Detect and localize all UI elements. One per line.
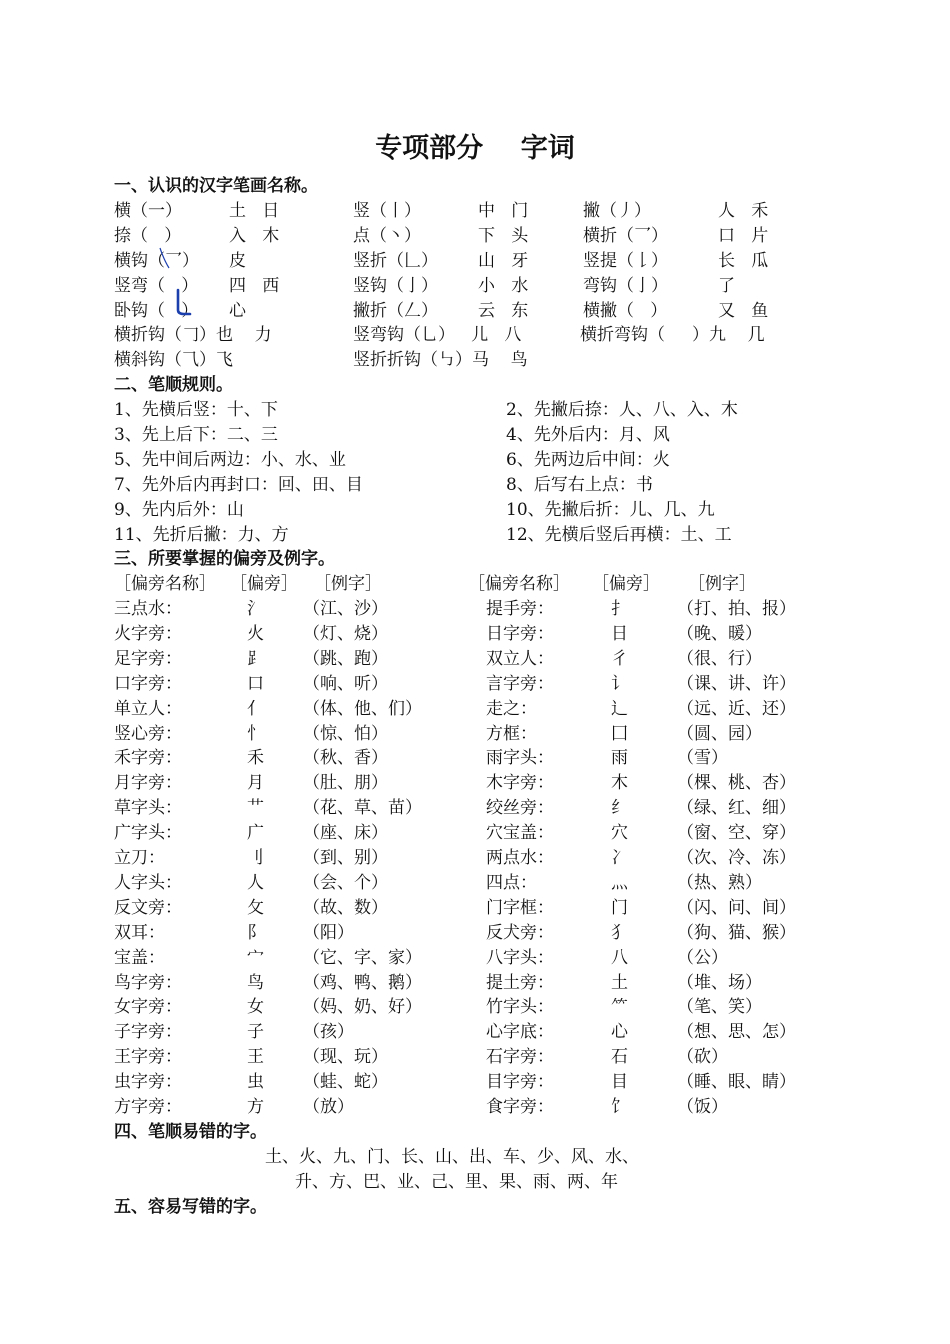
example-chars: 人 禾 [718, 201, 769, 221]
radical: 犭 [611, 922, 628, 943]
example-chars: 中 门 [478, 201, 529, 221]
radical-name: 提土旁： [486, 972, 554, 993]
radical: 火 [247, 623, 264, 644]
stroke-name: 横钩（乛） [114, 250, 199, 271]
example-chars: （鸡、鸭、鹅） [303, 972, 422, 993]
radical: 人 [247, 872, 264, 893]
error-prone-line-1: 土、火、九、门、长、山、出、车、少、风、水、 [265, 1147, 639, 1167]
radical: 囗 [611, 723, 628, 744]
stroke-name: 撇（丿） [583, 201, 651, 221]
section-5-heading: 五、容易写错的字。 [114, 1197, 267, 1217]
example-chars: 山 牙 [478, 250, 529, 271]
example-chars: （座、床） [303, 823, 388, 844]
radical-name: 反犬旁： [486, 922, 554, 943]
radical-name: 禾字旁： [114, 748, 182, 769]
radical: 心 [611, 1022, 628, 1043]
radical: 日 [611, 623, 628, 644]
radical-name: 两点水： [486, 848, 554, 868]
radical: 雨 [611, 748, 628, 769]
radical-name: 穴宝盖： [486, 823, 554, 844]
stroke-name: 竖弯（ ） [114, 275, 199, 296]
stroke-rule: 3、先上后下：二、三 [114, 424, 278, 445]
radical-name: 目字旁： [486, 1072, 554, 1093]
example-chars: （堆、场） [677, 972, 762, 993]
example-chars: （课、讲、许） [677, 673, 796, 694]
stroke-rule: 5、先中间后两边：小、水、业 [114, 449, 346, 470]
radical-name: 虫字旁： [114, 1072, 182, 1093]
radical-name: 口字旁： [114, 673, 182, 694]
example-chars: （体、他、们） [303, 698, 422, 719]
radical-name: 绞丝旁： [486, 798, 554, 819]
stroke-name: 捺（ ） [114, 225, 182, 246]
example-chars: 入 木 [229, 225, 280, 246]
stroke-name: 竖（丨） [353, 201, 421, 221]
stroke-name: 撇折（𠃋） [353, 300, 438, 321]
radical-name: 雨字头： [486, 748, 554, 769]
radical-name: 草字头： [114, 798, 182, 819]
radical-name: 提手旁： [486, 599, 554, 619]
example-chars: （棵、桃、杏） [677, 773, 796, 794]
example-chars: （江、沙） [303, 599, 388, 619]
radical-name: 三点水： [114, 599, 182, 619]
radical: 灬 [611, 872, 628, 893]
example-chars: （很、行） [677, 648, 762, 669]
radical: 方 [247, 1097, 264, 1117]
table-header-cell: ［例字］ [314, 574, 382, 594]
ink-stroke-gou [178, 290, 190, 314]
example-chars: （打、拍、报） [677, 599, 796, 619]
radical-name: 人字头： [114, 872, 182, 893]
radical: 木 [611, 773, 628, 794]
radical: 石 [611, 1047, 628, 1068]
example-chars: （灯、烧） [303, 623, 388, 644]
radical: 刂 [247, 848, 264, 868]
example-chars: （现、玩） [303, 1047, 388, 1068]
stroke-row-7-a: 横斜钩（⺄）飞 [114, 350, 233, 370]
radical-name: 方框： [486, 723, 537, 744]
radical-name: 单立人： [114, 698, 182, 719]
example-chars: 下 头 [478, 225, 529, 246]
stroke-name: 竖钩（亅） [353, 275, 438, 296]
radical: 阝 [247, 922, 264, 943]
stroke-rule: 2、先撇后捺：人、八、入、木 [506, 400, 738, 420]
example-chars: 了 [718, 275, 735, 296]
stroke-name: 横折（乛） [583, 225, 668, 246]
radical-name: 竹字头： [486, 997, 554, 1018]
example-chars: （放） [303, 1097, 354, 1117]
radical: 亻 [247, 698, 264, 719]
radical: 攵 [247, 897, 264, 918]
stroke-row-6-a: 横折钩（𠃌）也 力 [114, 325, 272, 345]
example-chars: （秋、香） [303, 748, 388, 769]
radical-name: 立刀： [114, 848, 165, 868]
example-chars: （跳、跑） [303, 648, 388, 669]
stroke-name: 横撇（ ） [583, 300, 668, 321]
example-chars: （会、个） [303, 872, 388, 893]
table-header-cell: ［例字］ [688, 574, 756, 594]
radical: ⺮ [611, 997, 628, 1018]
radical: 穴 [611, 823, 628, 844]
stroke-rule: 9、先内后外：山 [114, 499, 244, 520]
radical: 鸟 [247, 972, 264, 993]
section-1-heading: 一、认识的汉字笔画名称。 [114, 176, 318, 196]
radical-name: 走之： [486, 698, 537, 719]
radical: 口 [247, 673, 264, 694]
radical: 艹 [247, 798, 264, 819]
radical: 辶 [611, 698, 628, 719]
radical: 子 [247, 1022, 264, 1043]
error-prone-line-2: 升、方、巴、业、己、里、果、雨、两、年 [295, 1172, 618, 1192]
radical-name: 双耳： [114, 922, 165, 943]
stroke-name: 竖折（𠃊） [353, 250, 438, 271]
radical: 门 [611, 897, 628, 918]
table-header-cell: ［偏旁名称］ [114, 574, 216, 594]
radical: 土 [611, 972, 628, 993]
radical-name: 石字旁： [486, 1047, 554, 1068]
example-chars: （狗、猫、猴） [677, 922, 796, 943]
example-chars: （想、思、怎） [677, 1022, 796, 1043]
table-header-cell: ［偏旁］ [592, 574, 660, 594]
example-chars: （圆、园） [677, 723, 762, 744]
example-chars: （它、字、家） [303, 947, 422, 968]
example-chars: （闪、问、间） [677, 897, 796, 918]
stroke-rule: 6、先两边后中间：火 [506, 449, 670, 470]
example-chars: 长 瓜 [718, 250, 769, 271]
radical: 冫 [611, 848, 628, 868]
section-3-heading: 三、所要掌握的偏旁及例字。 [114, 549, 335, 569]
radical: 忄 [247, 723, 264, 744]
radical-name: 月字旁： [114, 773, 182, 794]
example-chars: 又 鱼 [718, 300, 769, 321]
example-chars: 口 片 [718, 225, 769, 246]
radical-name: 方字旁： [114, 1097, 182, 1117]
example-chars: （笔、笑） [677, 997, 762, 1018]
stroke-name: 点（丶） [353, 225, 421, 246]
radical-name: 门字框： [486, 897, 554, 918]
radical-name: 食字旁： [486, 1097, 554, 1117]
example-chars: （妈、奶、好） [303, 997, 422, 1018]
radical: 纟 [611, 798, 628, 819]
handwritten-ink-marks [150, 238, 190, 328]
table-header-cell: ［偏旁］ [230, 574, 298, 594]
example-chars: （阳） [303, 922, 354, 943]
example-chars: （肚、朋） [303, 773, 388, 794]
radical: 八 [611, 947, 628, 968]
radical: 禾 [247, 748, 264, 769]
stroke-row-6-b: 竖弯钩（乚） 儿 八 [353, 325, 522, 345]
example-chars: 小 水 [478, 275, 529, 296]
stroke-rule: 12、先横后竖后再横：土、工 [506, 524, 732, 545]
radical-name: 王字旁： [114, 1047, 182, 1068]
stroke-rule: 4、先外后内：月、风 [506, 424, 670, 445]
example-chars: （故、数） [303, 897, 388, 918]
radical: 彳 [611, 648, 628, 669]
page-title: 专项部分 字词 [375, 133, 575, 164]
example-chars: （雪） [677, 748, 728, 769]
radical-name: 四点： [486, 872, 537, 893]
radical-name: 竖心旁： [114, 723, 182, 744]
radical: 目 [611, 1072, 628, 1093]
radical-name: 女字旁： [114, 997, 182, 1018]
section-2-heading: 二、笔顺规则。 [114, 375, 233, 395]
ink-stroke-pie [160, 248, 169, 268]
radical: 虫 [247, 1072, 264, 1093]
radical: 宀 [247, 947, 264, 968]
example-chars: （响、听） [303, 673, 388, 694]
radical-name: 宝盖： [114, 947, 165, 968]
stroke-rule: 8、后写右上点：书 [506, 474, 653, 495]
radical-name: 心字底： [486, 1022, 554, 1043]
radical: 月 [247, 773, 264, 794]
radical: 女 [247, 997, 264, 1018]
example-chars: （热、熟） [677, 872, 762, 893]
radical-name: 八字头： [486, 947, 554, 968]
example-chars: （窗、空、穿） [677, 823, 796, 844]
radical: 广 [247, 823, 264, 844]
radical: 扌 [611, 599, 628, 619]
radical-name: 日字旁： [486, 623, 554, 644]
example-chars: 心 [229, 300, 246, 321]
stroke-rule: 1、先横后竖：十、下 [114, 400, 278, 420]
radical-name: 鸟字旁： [114, 972, 182, 993]
example-chars: （到、别） [303, 848, 388, 868]
radical-name: 足字旁： [114, 648, 182, 669]
example-chars: （次、冷、冻） [677, 848, 796, 868]
table-header-cell: ［偏旁名称］ [468, 574, 570, 594]
example-chars: （花、草、苗） [303, 798, 422, 819]
stroke-rule: 7、先外后内再封口：回、田、目 [114, 474, 363, 495]
example-chars: （饭） [677, 1097, 728, 1117]
stroke-name: 卧钩（ ） [114, 300, 199, 321]
radical: 讠 [611, 673, 628, 694]
example-chars: （睡、眼、睛） [677, 1072, 796, 1093]
radical-name: 双立人： [486, 648, 554, 669]
stroke-name: 弯钩（亅） [583, 275, 668, 296]
radical-name: 广字头： [114, 823, 182, 844]
radical-name: 火字旁： [114, 623, 182, 644]
example-chars: （绿、红、细） [677, 798, 796, 819]
radical-name: 反文旁： [114, 897, 182, 918]
radical-name: 子字旁： [114, 1022, 182, 1043]
stroke-name: 竖提（𠄌） [583, 250, 668, 271]
radical-name: 言字旁： [486, 673, 554, 694]
example-chars: 土 日 [229, 201, 280, 221]
example-chars: （晚、暖） [677, 623, 762, 644]
example-chars: （惊、怕） [303, 723, 388, 744]
section-4-heading: 四、笔顺易错的字。 [114, 1122, 267, 1142]
stroke-row-7-b: 竖折折钩（㇉）马 鸟 [353, 350, 528, 370]
radical: 饣 [611, 1097, 628, 1117]
radical-name: 木字旁： [486, 773, 554, 794]
example-chars: 皮 [229, 250, 246, 271]
radical: 王 [247, 1047, 264, 1068]
example-chars: 云 东 [478, 300, 529, 321]
example-chars: （公） [677, 947, 728, 968]
example-chars: （孩） [303, 1022, 354, 1043]
stroke-name: 横（一） [114, 201, 182, 221]
stroke-row-6-c: 横折弯钩（ ）九 几 [580, 325, 765, 345]
stroke-rule: 10、先撇后折：儿、几、九 [506, 499, 715, 520]
stroke-rule: 11、先折后撇：力、方 [114, 524, 289, 545]
example-chars: （蛙、蛇） [303, 1072, 388, 1093]
radical: 氵 [247, 599, 264, 619]
example-chars: 四 西 [229, 275, 280, 296]
example-chars: （远、近、还） [677, 698, 796, 719]
example-chars: （砍） [677, 1047, 728, 1068]
radical: ⻊ [247, 648, 264, 669]
